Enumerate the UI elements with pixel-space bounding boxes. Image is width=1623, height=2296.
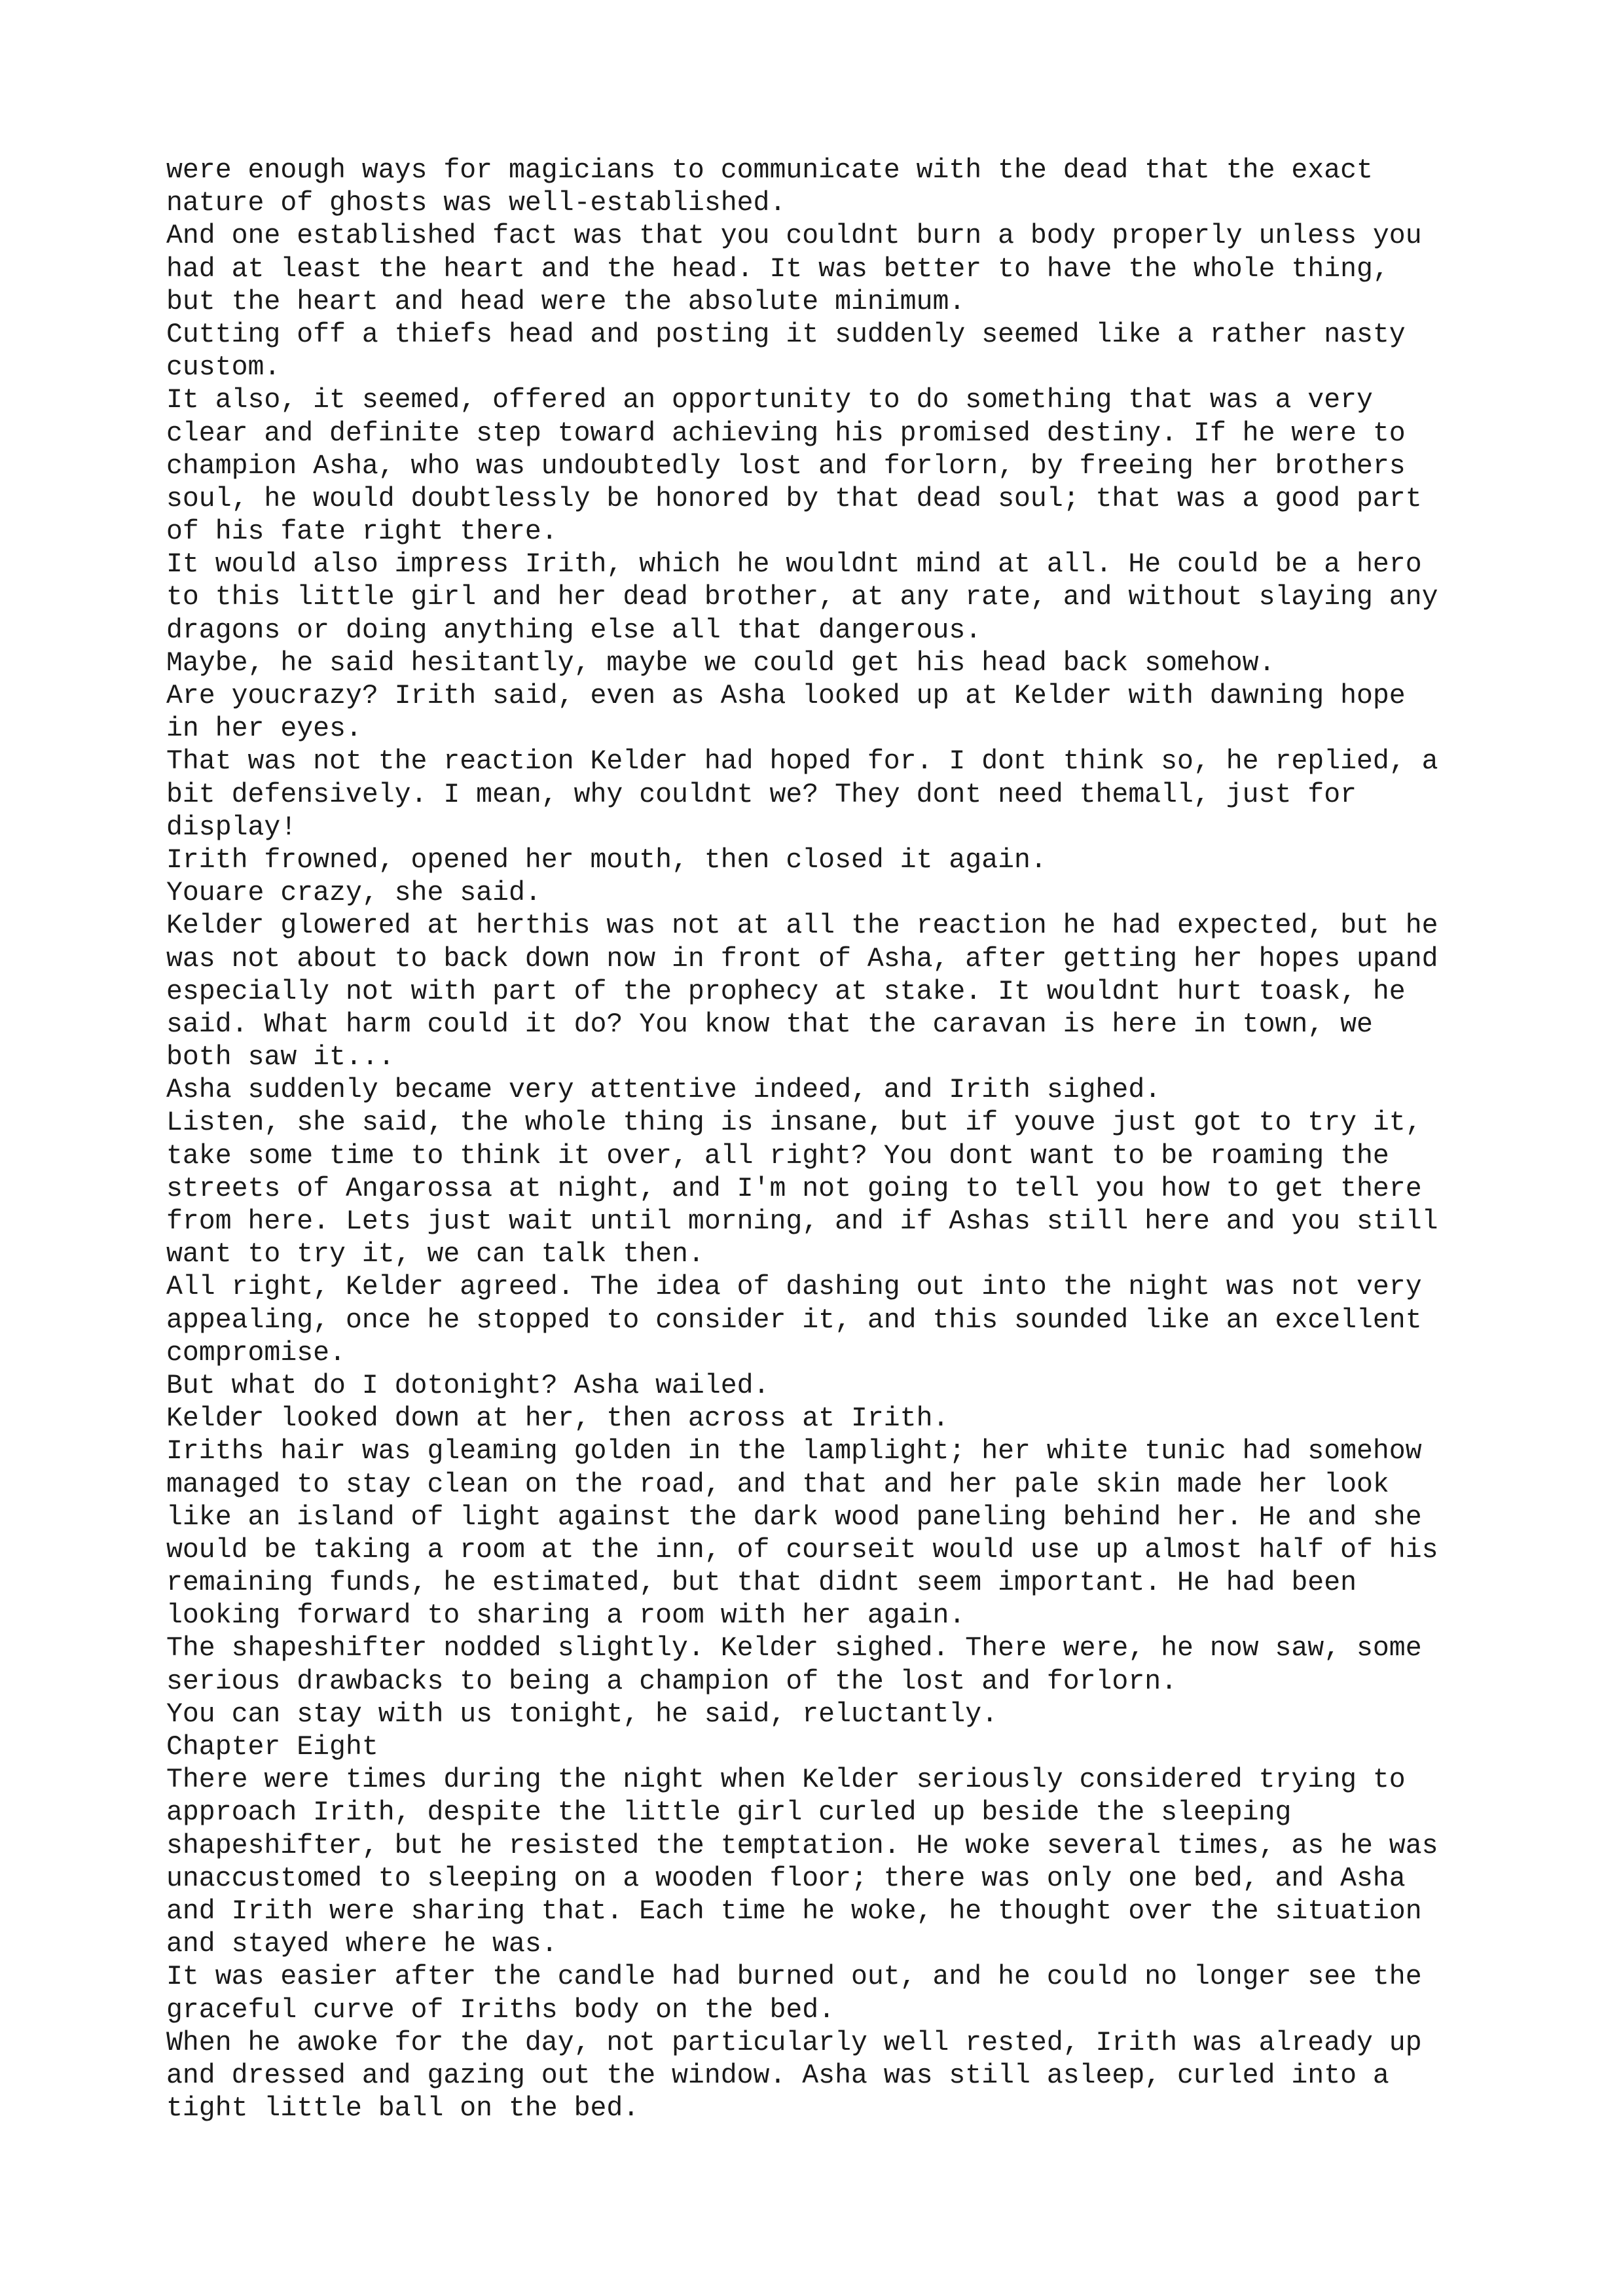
text-line: both saw it...: [166, 1042, 395, 1073]
document-page: [166, 154, 1476, 2125]
text-line: There were times during the night when Kelder seriously considered trying to: [166, 1765, 1406, 1796]
text-line: dragons or doing anything else all that dangerous.: [166, 615, 982, 646]
text-line: That was not the reaction Kelder had hoped for. I dont think so, he replied, a: [166, 746, 1438, 778]
text-line: had at least the heart and the head. It was better to have the whole thing,: [166, 253, 1389, 285]
text-line: Youare crazy, she said.: [166, 878, 541, 909]
text-line: streets of Angarossa at night, and I'm not going to tell you how to get there: [166, 1173, 1422, 1204]
text-line: champion Asha, who was undoubtedly lost and forlorn, by freeing her brothers: [166, 450, 1406, 482]
text-line: Iriths hair was gleaming golden in the lamplight; her white tunic had somehow: [166, 1436, 1422, 1467]
text-line: take some time to think it over, all right? You dont want to be roaming the: [166, 1140, 1389, 1172]
text-line: display!: [166, 812, 297, 843]
text-line: When he awoke for the day, not particularly well rested, Irith was already up: [166, 2027, 1422, 2058]
text-line: You can stay with us tonight, he said, reluctantly.: [166, 1698, 998, 1730]
text-line: Irith frowned, opened her mouth, then closed it again.: [166, 844, 1047, 876]
text-line: shapeshifter, but he resisted the temptation. He woke several times, as he was: [166, 1830, 1438, 1861]
text-line: It would also impress Irith, which he wouldnt mind at all. He could be a hero: [166, 549, 1422, 581]
text-line: The shapeshifter nodded slightly. Kelder sighed. There were, he now saw, some: [166, 1633, 1422, 1664]
text-line: but the heart and head were the absolute minimum.: [166, 286, 966, 317]
text-line: compromise.: [166, 1337, 346, 1369]
text-line: of his fate right there.: [166, 516, 558, 548]
text-line: especially not with part of the prophecy at stake. It wouldnt hurt toask, he: [166, 976, 1406, 1007]
text-line: Are youcrazy? Irith said, even as Asha looked up at Kelder with dawning hope: [166, 681, 1406, 711]
text-line: Asha suddenly became very attentive indeed, and Irith sighed.: [166, 1075, 1161, 1106]
text-line: like an island of light against the dark wood paneling behind her. He and she: [166, 1501, 1422, 1533]
text-line: Maybe, he said hesitantly, maybe we could get his head back somehow.: [166, 647, 1275, 679]
text-line: Listen, she said, the whole thing is insane, but if youve just got to try it,: [166, 1107, 1422, 1139]
text-line: soul, he would doubtlessly be honored by that dead soul; that was a good part: [166, 483, 1422, 514]
text-line: bit defensively. I mean, why couldnt we? They dont need themall, just for: [166, 779, 1357, 810]
text-line: in her eyes.: [166, 713, 362, 745]
text-line: and Irith were sharing that. Each time he woke, he thought over the situation: [166, 1895, 1422, 1927]
text-line: managed to stay clean on the road, and that and her pale skin made her look: [166, 1469, 1389, 1500]
text-line: Kelder glowered at herthis was not at all the reaction he had expected, but he: [166, 910, 1438, 942]
text-line: to this little girl and her dead brother, at any rate, and without slaying any: [166, 582, 1438, 613]
text-line: Kelder looked down at her, then across at Irith.: [166, 1403, 949, 1435]
text-line: It also, it seemed, offered an opportunity to do something that was a very: [166, 385, 1373, 416]
text-line: tight little ball on the bed.: [166, 2093, 640, 2125]
text-line: and dressed and gazing out the window. Asha was still asleep, curled into a: [166, 2060, 1389, 2091]
text-line: said. What harm could it do? You know that the caravan is here in town, we: [166, 1009, 1373, 1040]
text-line: was not about to back down now in front of Asha, after getting her hopes upand: [166, 943, 1438, 975]
text-line: serious drawbacks to being a champion of the lost and forlorn.: [166, 1666, 1178, 1697]
text-line: custom.: [166, 352, 281, 384]
text-line: All right, Kelder agreed. The idea of dashing out into the night was not very: [166, 1272, 1422, 1303]
text-line: approach Irith, despite the little girl curled up beside the sleeping: [166, 1797, 1292, 1829]
text-line: But what do I dotonight? Asha wailed.: [166, 1370, 770, 1401]
text-line: would be taking a room at the inn, of courseit would use up almost half of his: [166, 1534, 1438, 1566]
text-line: were enough ways for magicians to communicate with the dead that the exact: [166, 155, 1373, 186]
text-line: And one established fact was that you couldnt burn a body properly unless you: [166, 221, 1422, 252]
text-line: Cutting off a thiefs head and posting it suddenly seemed like a rather nasty: [166, 319, 1406, 350]
text-line: unaccustomed to sleeping on a wooden floor; there was only one bed, and Asha: [166, 1863, 1406, 1894]
text-line: from here. Lets just wait until morning, and if Ashas still here and you still: [166, 1206, 1438, 1237]
text-line: appealing, once he stopped to consider it, and this sounded like an excellent: [166, 1304, 1422, 1336]
text-line: clear and definite step toward achieving his promised destiny. If he were to: [166, 418, 1406, 449]
text-line: remaining funds, he estimated, but that didnt seem important. He had been: [166, 1568, 1357, 1599]
text-line: graceful curve of Iriths body on the bed.: [166, 1994, 835, 2026]
text-line: It was easier after the candle had burned out, and he could no longer see the: [166, 1962, 1422, 1993]
text-line: and stayed where he was.: [166, 1929, 558, 1960]
text-line: looking forward to sharing a room with her again.: [166, 1600, 966, 1632]
text-line: nature of ghosts was well-established.: [166, 188, 786, 219]
text-line: want to try it, we can talk then.: [166, 1239, 704, 1270]
text-line: Chapter Eight: [166, 1732, 378, 1763]
